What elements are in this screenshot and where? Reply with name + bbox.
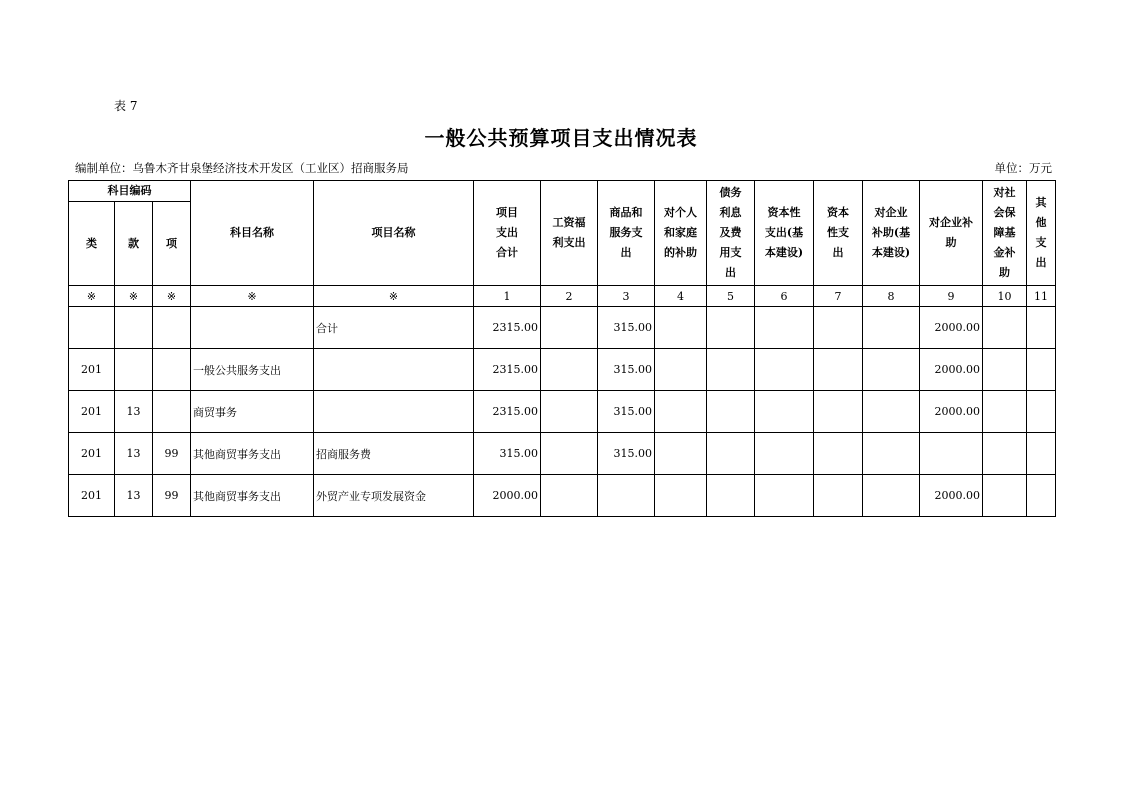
cell-xiang xyxy=(153,349,191,391)
cell-capital xyxy=(814,307,863,349)
cell-other xyxy=(1027,307,1056,349)
index-cell: 6 xyxy=(755,286,814,307)
index-cell: 1 xyxy=(474,286,541,307)
cell-capital-basic xyxy=(755,349,814,391)
cell-other xyxy=(1027,433,1056,475)
header-debt-interest: 债务 利息 及费 用支 出 xyxy=(707,181,755,286)
cell-debt xyxy=(707,349,755,391)
cell-debt xyxy=(707,475,755,517)
index-cell: ※ xyxy=(191,286,314,307)
cell-debt xyxy=(707,391,755,433)
index-cell: 5 xyxy=(707,286,755,307)
header-capital: 资本 性支 出 xyxy=(814,181,863,286)
cell-social xyxy=(983,391,1027,433)
cell-social xyxy=(983,307,1027,349)
cell-lei: 201 xyxy=(69,349,115,391)
index-cell: 8 xyxy=(863,286,920,307)
table-row xyxy=(69,475,1056,517)
cell-wage xyxy=(541,349,598,391)
cell-enterprise xyxy=(920,433,983,475)
cell-enterprise: 2000.00 xyxy=(920,349,983,391)
header-code-group: 科目编码 xyxy=(69,181,191,202)
index-cell: 4 xyxy=(655,286,707,307)
header-enterprise-subsidy: 对企业补 助 xyxy=(920,181,983,286)
cell-xiang xyxy=(153,391,191,433)
cell-enterprise-basic xyxy=(863,433,920,475)
table-number: 表 7 xyxy=(114,99,138,113)
cell-subject: 其他商贸事务支出 xyxy=(191,475,314,517)
header-enterprise-basic: 对企业 补助(基 本建设) xyxy=(863,181,920,286)
cell-project: 合计 xyxy=(314,307,474,349)
index-cell: ※ xyxy=(314,286,474,307)
cell-capital xyxy=(814,349,863,391)
cell-enterprise-basic xyxy=(863,475,920,517)
index-cell: 3 xyxy=(598,286,655,307)
table-row xyxy=(69,391,1056,433)
cell-personal xyxy=(655,391,707,433)
header-lei: 类 xyxy=(69,202,115,286)
cell-goods: 315.00 xyxy=(598,349,655,391)
cell-kuan: 13 xyxy=(115,433,153,475)
header-capital-basic: 资本性 支出(基 本建设) xyxy=(755,181,814,286)
cell-personal xyxy=(655,349,707,391)
cell-lei xyxy=(69,307,115,349)
cell-enterprise: 2000.00 xyxy=(920,391,983,433)
cell-kuan: 13 xyxy=(115,391,153,433)
cell-goods xyxy=(598,475,655,517)
cell-capital xyxy=(814,433,863,475)
cell-total: 2315.00 xyxy=(474,349,541,391)
cell-kuan xyxy=(115,349,153,391)
cell-enterprise-basic xyxy=(863,307,920,349)
cell-project xyxy=(314,349,474,391)
cell-capital xyxy=(814,391,863,433)
cell-capital-basic xyxy=(755,475,814,517)
cell-capital-basic xyxy=(755,433,814,475)
cell-subject: 一般公共服务支出 xyxy=(191,349,314,391)
index-row xyxy=(69,286,1056,307)
header-wage: 工资福 利支出 xyxy=(541,181,598,286)
table-row xyxy=(69,349,1056,391)
header-goods-services: 商品和 服务支 出 xyxy=(598,181,655,286)
header-xiang: 项 xyxy=(153,202,191,286)
cell-xiang: 99 xyxy=(153,475,191,517)
index-cell: 7 xyxy=(814,286,863,307)
header-project-name: 项目名称 xyxy=(314,181,474,286)
cell-project: 招商服务费 xyxy=(314,433,474,475)
cell-project xyxy=(314,391,474,433)
cell-personal xyxy=(655,475,707,517)
cell-lei: 201 xyxy=(69,433,115,475)
cell-goods: 315.00 xyxy=(598,391,655,433)
cell-capital-basic xyxy=(755,307,814,349)
index-cell: 10 xyxy=(983,286,1027,307)
header-personal-subsidy: 对个人 和家庭 的补助 xyxy=(655,181,707,286)
cell-social xyxy=(983,349,1027,391)
cell-other xyxy=(1027,349,1056,391)
cell-lei: 201 xyxy=(69,391,115,433)
cell-enterprise-basic xyxy=(863,391,920,433)
table-row xyxy=(69,433,1056,475)
table-body xyxy=(69,286,1056,517)
header-other: 其 他 支 出 xyxy=(1027,181,1056,286)
cell-total: 315.00 xyxy=(474,433,541,475)
index-cell: ※ xyxy=(115,286,153,307)
index-cell: ※ xyxy=(153,286,191,307)
cell-wage xyxy=(541,307,598,349)
cell-wage xyxy=(541,391,598,433)
cell-project: 外贸产业专项发展资金 xyxy=(314,475,474,517)
cell-capital-basic xyxy=(755,391,814,433)
cell-personal xyxy=(655,433,707,475)
cell-social xyxy=(983,433,1027,475)
cell-total: 2315.00 xyxy=(474,391,541,433)
header-kuan: 款 xyxy=(115,202,153,286)
cell-xiang xyxy=(153,307,191,349)
cell-kuan: 13 xyxy=(115,475,153,517)
cell-other xyxy=(1027,391,1056,433)
cell-subject xyxy=(191,307,314,349)
table-header xyxy=(69,181,1056,286)
cell-debt xyxy=(707,307,755,349)
cell-enterprise: 2000.00 xyxy=(920,475,983,517)
cell-total: 2315.00 xyxy=(474,307,541,349)
index-cell: ※ xyxy=(69,286,115,307)
cell-kuan xyxy=(115,307,153,349)
cell-lei: 201 xyxy=(69,475,115,517)
cell-xiang: 99 xyxy=(153,433,191,475)
cell-enterprise: 2000.00 xyxy=(920,307,983,349)
compiling-unit: 编制单位：乌鲁木齐甘泉堡经济技术开发区（工业区）招商服务局 xyxy=(75,161,409,175)
cell-subject: 商贸事务 xyxy=(191,391,314,433)
cell-subject: 其他商贸事务支出 xyxy=(191,433,314,475)
document-title: 一般公共预算项目支出情况表 xyxy=(424,126,698,150)
index-cell: 2 xyxy=(541,286,598,307)
budget-table xyxy=(68,180,1056,517)
index-cell: 9 xyxy=(920,286,983,307)
cell-wage xyxy=(541,433,598,475)
header-total: 项目 支出 合计 xyxy=(474,181,541,286)
cell-goods: 315.00 xyxy=(598,307,655,349)
table-row xyxy=(69,307,1056,349)
cell-total: 2000.00 xyxy=(474,475,541,517)
cell-social xyxy=(983,475,1027,517)
cell-debt xyxy=(707,433,755,475)
cell-goods: 315.00 xyxy=(598,433,655,475)
cell-personal xyxy=(655,307,707,349)
header-subject-name: 科目名称 xyxy=(191,181,314,286)
cell-wage xyxy=(541,475,598,517)
cell-other xyxy=(1027,475,1056,517)
cell-enterprise-basic xyxy=(863,349,920,391)
index-cell: 11 xyxy=(1027,286,1056,307)
currency-unit: 单位：万元 xyxy=(994,161,1052,175)
cell-capital xyxy=(814,475,863,517)
header-social-security: 对社 会保 障基 金补 助 xyxy=(983,181,1027,286)
